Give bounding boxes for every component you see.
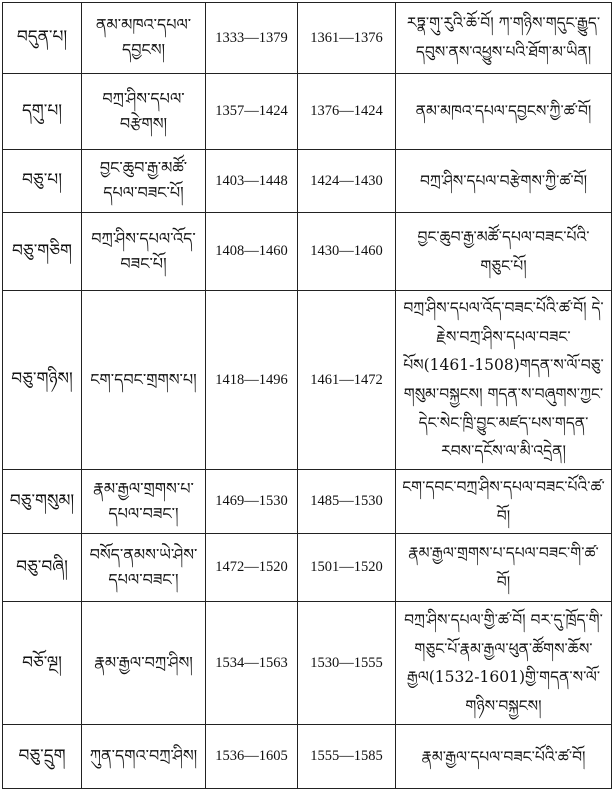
lifespan-cell: 1403—1448: [206, 150, 298, 213]
lifespan-cell: 1536—1605: [206, 725, 298, 789]
lifespan-cell: 1472—1520: [206, 534, 298, 602]
tenure-cell: 1485—1530: [298, 470, 396, 534]
note-cell: བཀྲ་ཤིས་དཔལ་གྱི་ཚ་བོ། བར་དུ་ཁྲོད་གི་གཅུང་པོ་རྣམ་རྒྱལ་ཕུན་ཚོགས་ཆོས་རྒྱལ(1532-1601)གྱི་གདན་ས་ལོ་གཉིས་བསྐྱངས།: [396, 602, 612, 725]
table-row: [3, 725, 612, 789]
name-cell: བཀྲ་ཤིས་དཔལ་འོད་བཟང་པོ།: [82, 213, 206, 291]
lineage-table: [2, 2, 612, 789]
tenure-cell: 1361—1376: [298, 3, 396, 74]
table-row: [3, 602, 612, 725]
lifespan-cell: 1534—1563: [206, 602, 298, 725]
table-row: [3, 291, 612, 470]
ordinal-cell: བཅུ་གསུམ།: [3, 470, 82, 534]
note-cell: བྱང་ཆུབ་རྒྱ་མཚོ་དཔལ་བཟང་པོའི་གཅུང་པོ།: [396, 213, 612, 291]
lifespan-cell: 1357—1424: [206, 74, 298, 150]
ordinal-cell: བཅོ་ལྔ།: [3, 602, 82, 725]
tenure-cell: 1461—1472: [298, 291, 396, 470]
lifespan-cell: 1333—1379: [206, 3, 298, 74]
ordinal-cell: བཅུ་དྲུག: [3, 725, 82, 789]
ordinal-cell: བཅུ་པ།: [3, 150, 82, 213]
note-cell: ངག་དབང་བཀྲ་ཤིས་དཔལ་བཟང་པོའི་ཚ་བོ།: [396, 470, 612, 534]
note-cell: བཀྲ་ཤིས་དཔལ་བརྩེགས་ཀྱི་ཚ་བོ།: [396, 150, 612, 213]
note-cell: རྣམ་རྒྱལ་གྲགས་པ་དཔལ་བཟང་གི་ཚ་བོ།: [396, 534, 612, 602]
name-cell: ནམ་མཁའ་དཔལ་དབྱངས།: [82, 3, 206, 74]
tenure-cell: 1430—1460: [298, 213, 396, 291]
lifespan-cell: 1408—1460: [206, 213, 298, 291]
name-cell: ངག་དབང་གྲགས་པ།: [82, 291, 206, 470]
tenure-cell: 1501—1520: [298, 534, 396, 602]
ordinal-cell: བཅུ་གཉིས།: [3, 291, 82, 470]
table-row: [3, 150, 612, 213]
name-cell: རྣམ་རྒྱལ་བཀྲ་ཤིས།: [82, 602, 206, 725]
table-row: [3, 74, 612, 150]
table-row: [3, 213, 612, 291]
note-cell: རྣམ་རྒྱལ་དཔལ་བཟང་པོའི་ཚ་བོ།: [396, 725, 612, 789]
table-row: [3, 470, 612, 534]
lineage-table-body: [3, 3, 612, 789]
tenure-cell: 1555—1585: [298, 725, 396, 789]
tenure-cell: 1424—1430: [298, 150, 396, 213]
note-cell: ནམ་མཁའ་དཔལ་དབྱངས་ཀྱི་ཚ་བོ།: [396, 74, 612, 150]
tenure-cell: 1376—1424: [298, 74, 396, 150]
lifespan-cell: 1418—1496: [206, 291, 298, 470]
ordinal-cell: བཅུ་གཅིག: [3, 213, 82, 291]
name-cell: ཀུན་དགའ་བཀྲ་ཤིས།: [82, 725, 206, 789]
ordinal-cell: བཅུ་བཞི།: [3, 534, 82, 602]
lifespan-cell: 1469—1530: [206, 470, 298, 534]
tenure-cell: 1530—1555: [298, 602, 396, 725]
name-cell: བྱང་ཆུབ་རྒྱ་མཚོ་དཔལ་བཟང་པོ།: [82, 150, 206, 213]
note-cell: རཏྣ་གུ་རུའི་ཆོ་བོ། ཀ་གཉིས་གདུང་རྒྱུད་དབུས་ནས་འཕྱུས་པའི་ཐོག་མ་ཡིན།: [396, 3, 612, 74]
ordinal-cell: བདུན་པ།: [3, 3, 82, 74]
table-row: [3, 534, 612, 602]
ordinal-cell: དགུ་པ།: [3, 74, 82, 150]
note-cell: བཀྲ་ཤིས་དཔལ་འོད་བཟང་པོའི་ཚ་བོ། དེ་རྗེས་བཀྲ་ཤིས་དཔལ་བཟང་པོས(1461-1508)གདན་ས་ལོ་བཅུ་གསུམ་བསྐྱངས། གདན་ས་བཞུགས་ཀྱང་དེང་སེང་ཁྲི་བྱུང་མཛད་པས་གདན་རབས་དངོས་ལ་མི་འདྲེན།: [396, 291, 612, 470]
name-cell: བསོད་ནམས་ཡེ་ཤེས་དཔལ་བཟང་།: [82, 534, 206, 602]
table-row: [3, 3, 612, 74]
name-cell: བཀྲ་ཤིས་དཔལ་བརྩེགས།: [82, 74, 206, 150]
name-cell: རྣམ་རྒྱལ་གྲགས་པ་དཔལ་བཟང་།: [82, 470, 206, 534]
